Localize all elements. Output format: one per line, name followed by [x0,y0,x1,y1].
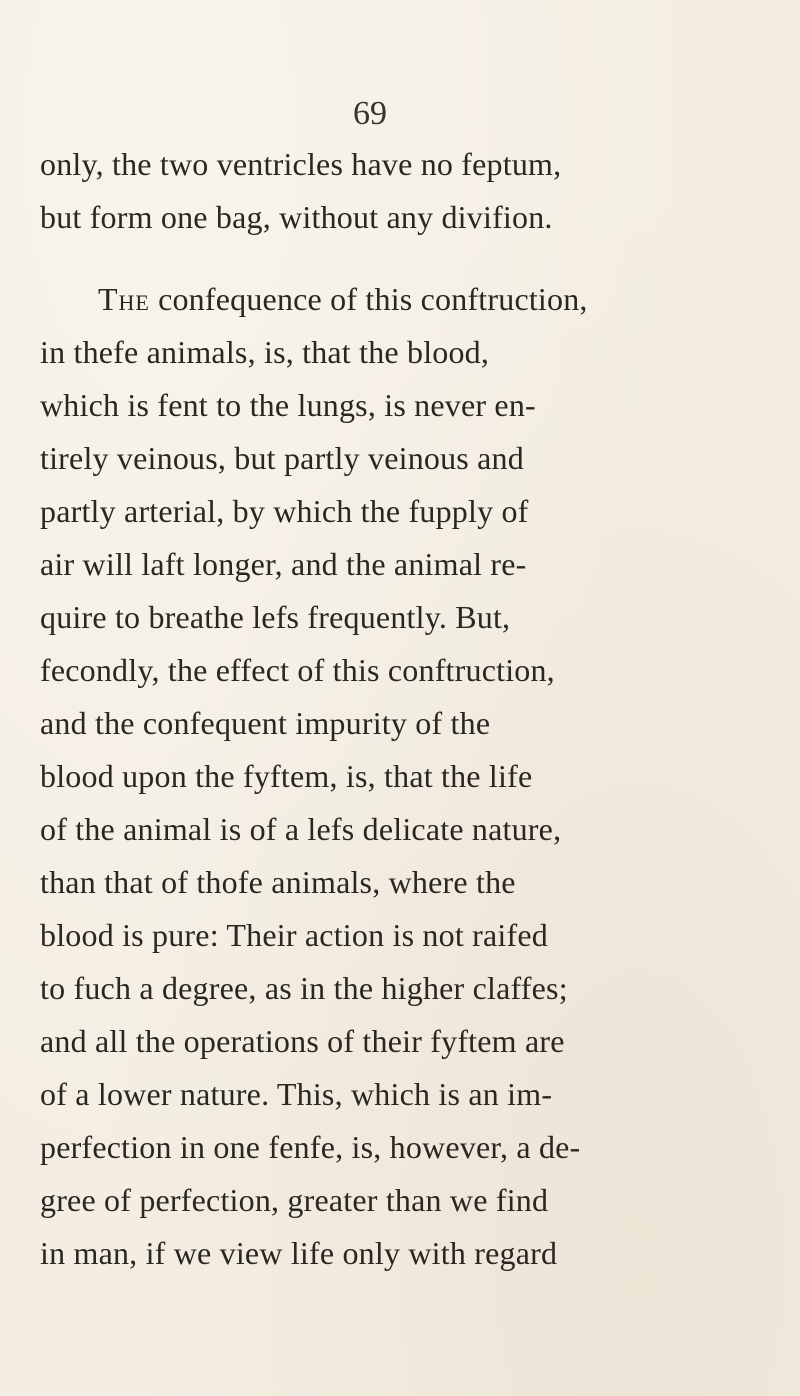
text-line: quire to breathe lefs frequently. But, [40,599,511,635]
text-line: of a lower nature. This, which is an im- [40,1076,553,1112]
text-line: perfection in one fenfe, is, however, a de- [40,1129,581,1165]
body-text [40,138,740,1280]
opening-word: The [98,281,150,317]
text-line: which is fent to the lungs, is never en- [40,387,536,423]
text-line: in thefe animals, is, that the blood, [40,334,490,370]
text-line: and the confequent impurity of the [40,705,491,741]
text-line: but form one bag, without any divifion. [40,199,553,235]
text-line: than that of thofe animals, where the [40,864,516,900]
text-line: and all the operations of their fyftem are [40,1023,565,1059]
text-line: in man, if we view life only with regard [40,1235,558,1271]
text-line: tirely veinous, but partly veinous and [40,440,524,476]
text-line: blood upon the fyftem, is, that the life [40,758,533,794]
paragraph-break [40,244,740,273]
text-line: only, the two ventricles have no feptum, [40,146,562,182]
opening-line-rest: confequence of this conftruction, [149,281,588,317]
text-line: blood is pure: Their action is not raifed [40,917,548,953]
page-number: 69 [353,95,387,132]
text-line: to fuch a degree, as in the higher claffes; [40,970,568,1006]
text-line: of the animal is of a lefs delicate nature, [40,811,562,847]
text-line: fecondly, the effect of this conftruction, [40,652,555,688]
text-line: gree of perfection, greater than we find [40,1182,549,1218]
paragraph-opening-line [40,273,740,326]
text-line: air will laft longer, and the animal re- [40,546,527,582]
text-line: partly arterial, by which the fupply of [40,493,529,529]
